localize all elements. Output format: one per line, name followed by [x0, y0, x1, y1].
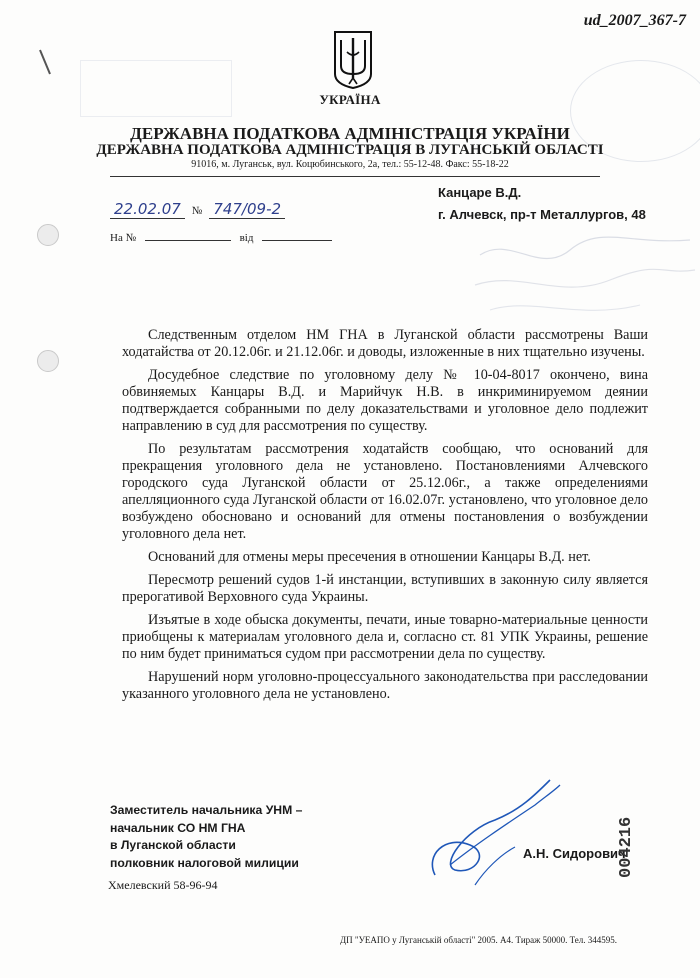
country-label: УКРАЇНА — [319, 92, 381, 107]
scan-mark — [38, 48, 52, 76]
addressee-name: Канцаре В.Д. — [438, 185, 522, 200]
agency-address: 91016, м. Луганськ, вул. Коцюбинського, 2а, тел.: 55-12-48. Факс: 55-18-22 — [191, 159, 509, 170]
handwritten-signature — [415, 775, 565, 890]
number-label: № — [191, 205, 203, 217]
body-paragraph: По результатам рассмотрения ходатайств сообщаю, что оснований для прекращения уголовного дела не установлено. Постановлениями Алчевского городского суда Луганской области от 25.12.06г., а также определениями апелляционного суда Луганской области от 16.02.07г. установлено, что уголовное дело возбуждено обосновано и оснований для отмены постановления о возбуждении уголовного дела нет. — [122, 441, 648, 542]
body-paragraph: Изъятые в ходе обыска документы, печати, иные товарно-материальные ценности приобщены к материалам уголовного дела и, согласно ст. 81 УПК Украины, решение по ним будет приниматься судом при рассмотрении дела по существу. — [122, 612, 648, 662]
punch-hole-bottom — [37, 350, 59, 372]
registration-line — [110, 200, 285, 219]
reference-date-blank — [262, 240, 332, 241]
reference-date-label: від — [239, 232, 254, 244]
position-line: полковник налоговой милиции — [110, 855, 299, 870]
outgoing-date: 22.02.07 — [110, 200, 185, 219]
executor-contact: Хмелевский 58-96-94 — [108, 878, 218, 892]
document-id: ud_2007_367-7 — [583, 12, 686, 29]
agency-title: ДЕРЖАВНА ПОДАТКОВА АДМІНІСТРАЦІЯ УКРАЇНИ — [130, 124, 570, 143]
serial-number-stamp — [614, 800, 636, 880]
faint-stamp-box — [80, 60, 232, 117]
body-paragraph: Досудебное следствие по уголовному делу № 10-04-8017 окончено, вина обвиняемых Канцары В.Д. и Марийчук Н.В. в инкриминируемом деянии подтверждается собранными по делу доказательствами и уголовное дело подлежит направлению в суд для рассмотрения по существу. — [122, 367, 648, 434]
agency-subtitle: ДЕРЖАВНА ПОДАТКОВА АДМІНІСТРАЦІЯ В ЛУГАНСЬКІЙ ОБЛАСТІ — [96, 142, 604, 158]
faint-bleedthrough-handwriting — [470, 225, 700, 325]
signatory-position — [110, 802, 302, 872]
body-paragraph: Нарушений норм уголовно-процессуального законодательства при расследовании указанного уголовного дела не установлено. — [122, 669, 648, 702]
reference-number-blank — [145, 240, 231, 241]
addressee-block — [438, 182, 646, 226]
outgoing-number: 747/09-2 — [209, 200, 285, 219]
body-paragraph: Оснований для отмены меры пресечения в отношении Канцары В.Д. нет. — [148, 549, 591, 565]
punch-hole-top — [37, 224, 59, 246]
body-paragraph: Следственным отделом НМ ГНА в Луганской области рассмотрены Ваши ходатайства от 20.12.06г. и 21.12.06г. и доводы, изложенные в них тщательно изучены. — [122, 327, 648, 360]
body-paragraph: Пересмотр решений судов 1-й инстанции, вступивших в законную силу является прерогативой Верховного суда Украины. — [122, 572, 648, 605]
reference-number-label: На № — [110, 232, 137, 244]
trident-emblem-icon — [331, 28, 375, 90]
signer-name: А.Н. Сидорович — [523, 846, 626, 861]
serial-number: 004216 — [617, 816, 636, 878]
position-line: Заместитель начальника УНМ – — [110, 803, 303, 817]
letter-body — [122, 327, 648, 709]
addressee-address: г. Алчевск, пр-т Металлургов, 48 — [438, 207, 646, 222]
header-divider — [110, 176, 600, 177]
printer-footer: ДП "УЕАПО у Луганській області" 2005. А4. Тираж 50000. Тел. 344595. — [340, 935, 617, 945]
position-line: в Луганской области — [110, 838, 236, 852]
reference-line — [110, 232, 338, 244]
position-line: начальник СО НМ ГНА — [110, 820, 246, 835]
